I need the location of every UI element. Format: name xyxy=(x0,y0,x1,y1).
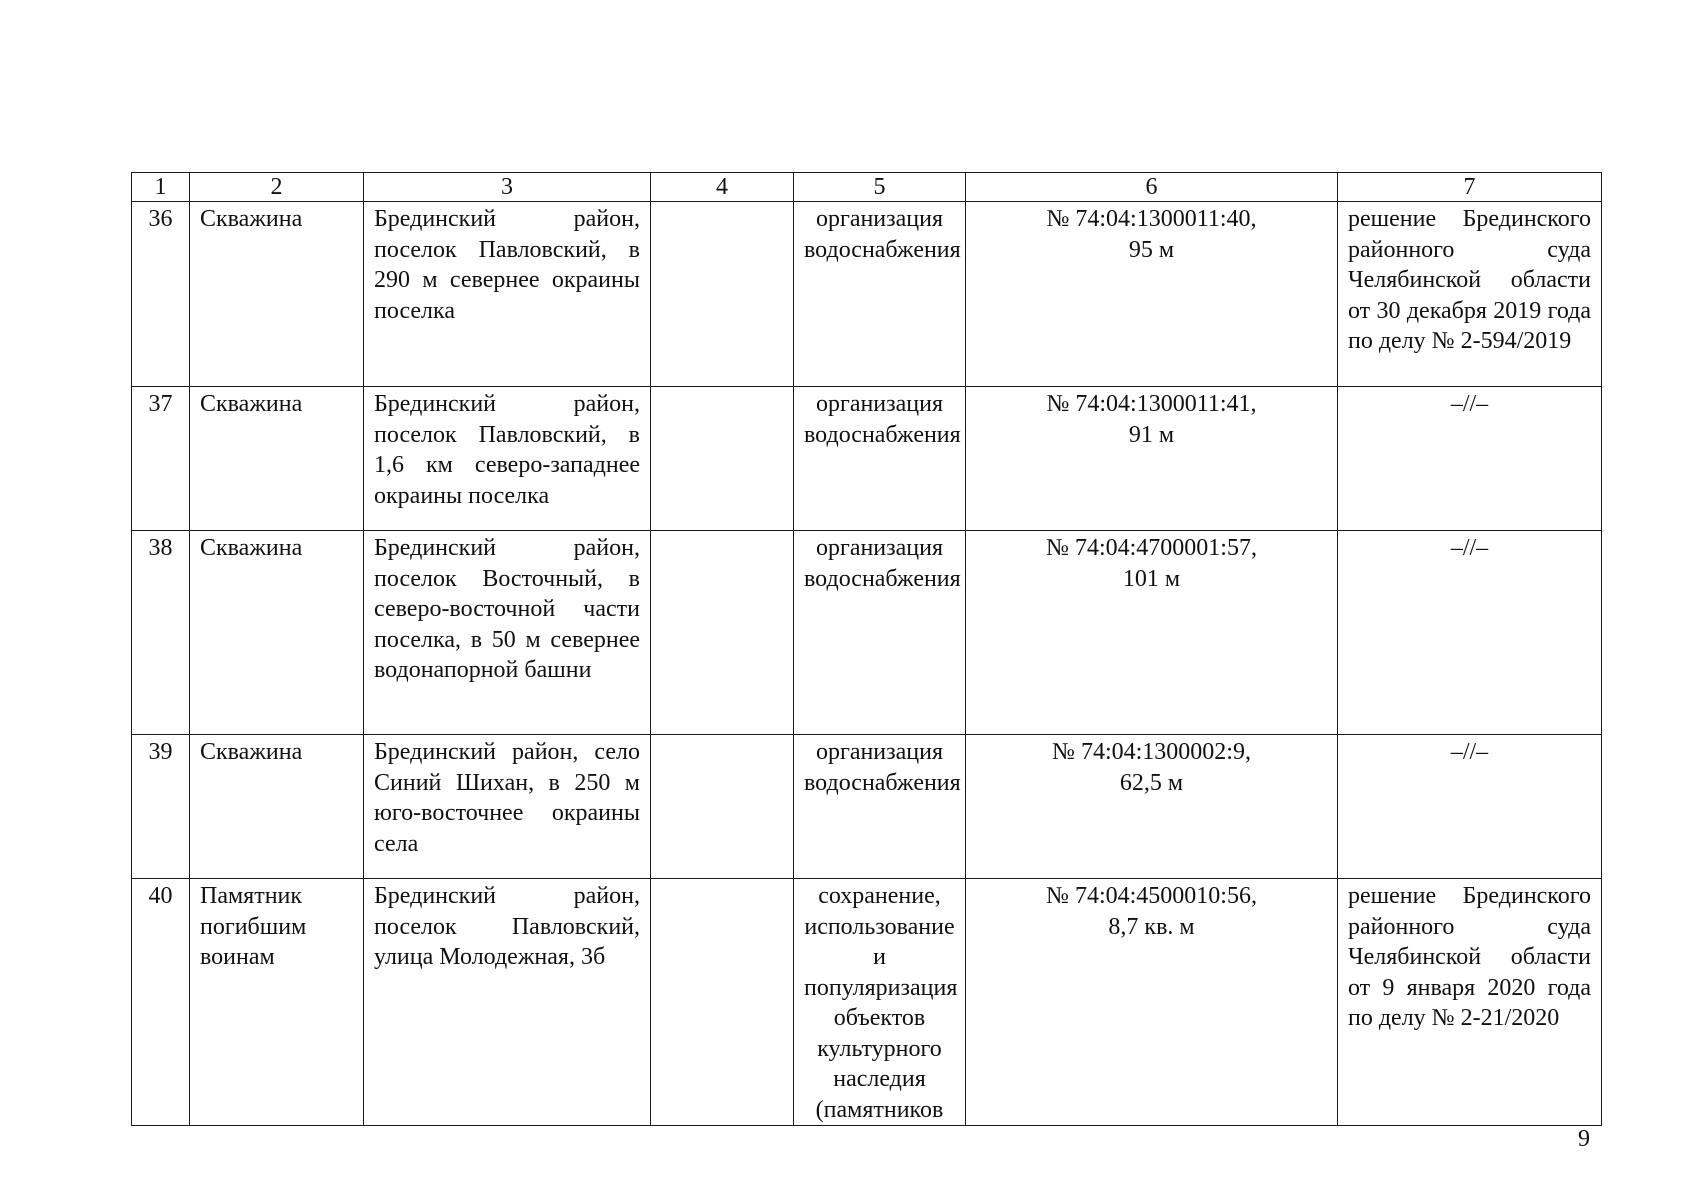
document-cell: –//– xyxy=(1338,531,1602,735)
document-cell: –//– xyxy=(1338,387,1602,531)
object-address: Брединский район, поселок Павловский, в 290 м севернее окраины поселка xyxy=(364,202,651,387)
cadastre-number: № 74:04:4700001:57, xyxy=(1046,535,1257,561)
cadastre-number: № 74:04:1300011:40, xyxy=(1046,206,1257,232)
document-cell: решение Брединского районного суда Челябинской области от 9 января 2020 года по делу № 2-21/2020 xyxy=(1338,879,1602,1126)
object-name: Скважина xyxy=(190,735,364,879)
cadastre-cell xyxy=(966,735,1338,879)
object-address: Брединский район, поселок Павловский, в 1,6 км северо-западнее окраины поселка xyxy=(364,387,651,531)
cadastre-cell xyxy=(966,531,1338,735)
cadastre-size: 91 м xyxy=(1128,421,1175,448)
cadastre-size: 101 м xyxy=(1122,565,1181,592)
column-4-cell xyxy=(651,202,794,387)
table-row xyxy=(132,202,1602,387)
cadastre-size: 95 м xyxy=(1128,236,1175,263)
column-4-cell xyxy=(651,735,794,879)
document-cell: –//– xyxy=(1338,735,1602,879)
object-address: Брединский район, село Синий Шихан, в 250 м юго-восточнее окраины села xyxy=(364,735,651,879)
object-name: Скважина xyxy=(190,202,364,387)
table-row xyxy=(132,387,1602,531)
cadastre-number: № 74:04:1300002:9, xyxy=(1052,739,1251,765)
header-col-2: 2 xyxy=(190,173,364,202)
header-row xyxy=(132,173,1602,202)
object-name: Скважина xyxy=(190,387,364,531)
purpose-cell: организация водоснабжения xyxy=(794,387,966,531)
cadastre-cell xyxy=(966,387,1338,531)
purpose-cell: организация водоснабжения xyxy=(794,735,966,879)
header-col-4: 4 xyxy=(651,173,794,202)
cadastre-size: 8,7 кв. м xyxy=(1108,913,1195,940)
table-row xyxy=(132,879,1602,1126)
row-number: 38 xyxy=(132,531,190,735)
header-col-1: 1 xyxy=(132,173,190,202)
object-name: Скважина xyxy=(190,531,364,735)
header-col-6: 6 xyxy=(966,173,1338,202)
document-cell: решение Брединского районного суда Челябинской области от 30 декабря 2019 года по делу № 2-594/2019 xyxy=(1338,202,1602,387)
cadastre-number: № 74:04:4500010:56, xyxy=(1046,883,1257,909)
header-col-3: 3 xyxy=(364,173,651,202)
table-row xyxy=(132,531,1602,735)
row-number: 37 xyxy=(132,387,190,531)
row-number: 40 xyxy=(132,879,190,1126)
page-number: 9 xyxy=(1578,1126,1590,1152)
column-4-cell xyxy=(651,879,794,1126)
cadastre-number: № 74:04:1300011:41, xyxy=(1046,391,1257,417)
cadastre-cell xyxy=(966,879,1338,1126)
object-name: Памятник погибшим воинам xyxy=(190,879,364,1126)
row-number: 36 xyxy=(132,202,190,387)
row-number: 39 xyxy=(132,735,190,879)
table-body xyxy=(132,202,1602,1126)
object-address: Брединский район, поселок Восточный, в северо-восточной части поселка, в 50 м севернее водонапорной башни xyxy=(364,531,651,735)
column-4-cell xyxy=(651,531,794,735)
column-4-cell xyxy=(651,387,794,531)
header-col-5: 5 xyxy=(794,173,966,202)
purpose-cell: организация водоснабжения xyxy=(794,531,966,735)
cadastre-size: 62,5 м xyxy=(1119,769,1184,796)
table-header xyxy=(132,173,1602,202)
table-row xyxy=(132,735,1602,879)
cadastre-cell xyxy=(966,202,1338,387)
header-col-7: 7 xyxy=(1338,173,1602,202)
object-address: Брединский район, поселок Павловский, улица Молодежная, 3б xyxy=(364,879,651,1126)
purpose-cell: сохранение, использование и популяризация объектов культурного наследия (памятников xyxy=(794,879,966,1126)
purpose-cell: организация водоснабжения xyxy=(794,202,966,387)
registry-table xyxy=(131,172,1602,1126)
